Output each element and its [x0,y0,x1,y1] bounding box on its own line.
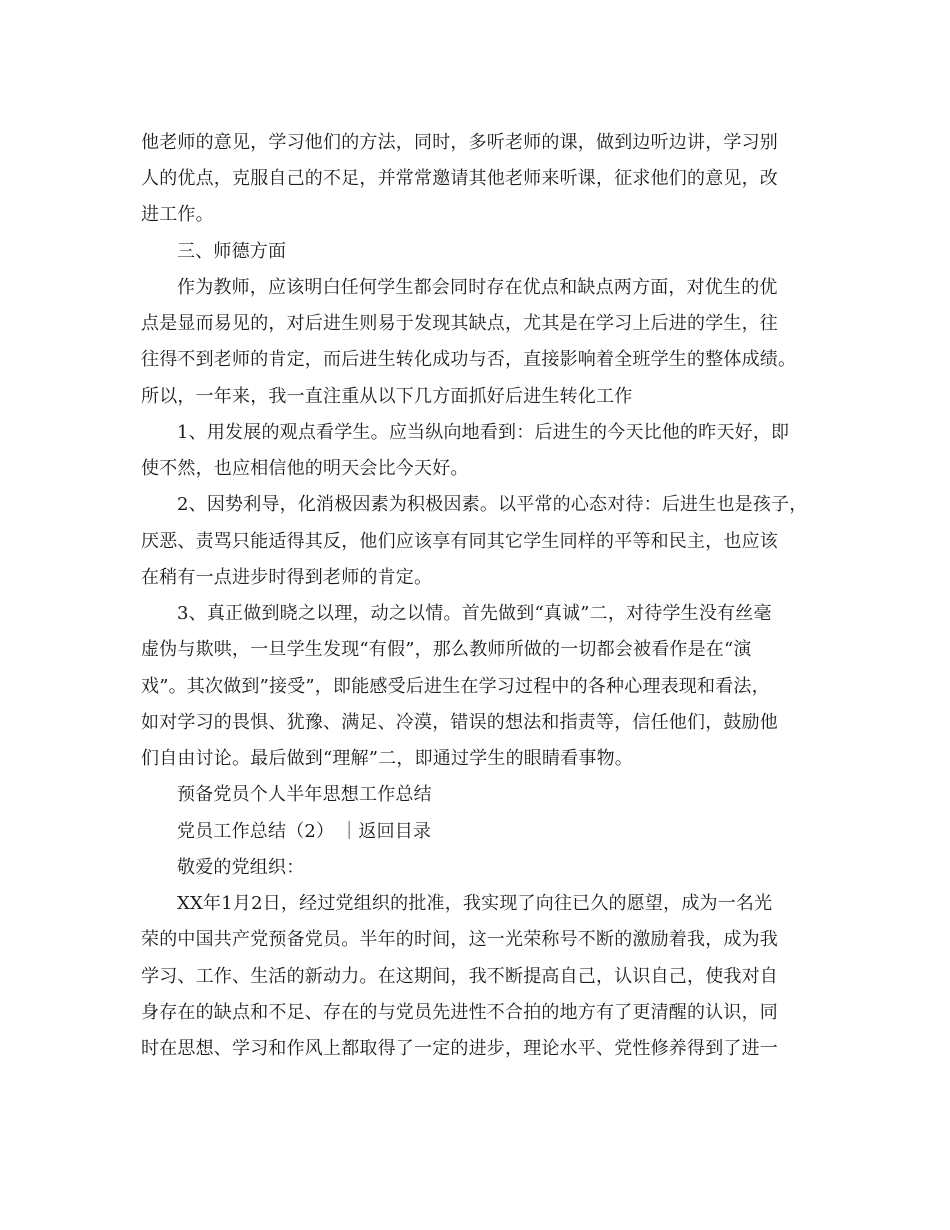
article-title: 预备党员个人半年思想工作总结 [177,784,432,805]
text-line: 虚伪与欺哄，一旦学生发现“有假”，那么教师所做的一切都会被看作是在“演 [141,639,752,660]
text-line: 厌恶、责骂只能适得其反，他们应该享有同其它学生同样的平等和民主，也应该 [141,531,778,552]
text-line: 使不然，也应相信他的明天会比今天好。 [141,458,469,479]
text-line: XX年1月2日，经过党组织的批准，我实现了向往已久的愿望，成为一名光 [177,893,773,914]
text-line: 在稍有一点进步时得到老师的肯定。 [141,567,433,588]
text-line: 所以，一年来，我一直注重从以下几方面抓好后进生转化工作 [141,386,633,407]
text-line: 戏”。其次做到”接受”，即能感受后进生在学习过程中的各种心理表现和看法， [141,676,770,697]
text-line: 往得不到老师的肯定，而后进生转化成功与否，直接影响着全班学生的整体成绩。 [141,349,797,370]
text-line: 们自由讨论。最后做到“理解”二，即通过学生的眼睛看事物。 [141,748,634,769]
text-line: 2、因势利导，化消极因素为积极因素。以平常的心态对待：后进生也是孩子， [177,494,808,515]
text-line: 时在思想、学习和作风上都取得了一定的进步，理论水平、党性修养得到了进一 [141,1038,778,1059]
text-line: 身存在的缺点和不足、存在的与党员先进性不合拍的地方有了更清醒的认识，同 [141,1002,778,1023]
article-subtitle-link[interactable]: 党员工作总结（2） ｜返回目录 [177,821,432,842]
text-line: 人的优点，克服自己的不足，并常常邀请其他老师来听课，征求他们的意见，改 [141,168,778,189]
text-line: 3、真正做到晓之以理，动之以情。首先做到“真诚”二，对待学生没有丝毫 [177,603,772,624]
salutation: 敬爱的党组织： [177,857,305,878]
text-line: 他老师的意见，学习他们的方法，同时，多听老师的课，做到边听边讲，学习别 [141,132,778,153]
section-heading: 三、师德方面 [177,241,287,262]
text-line: 作为教师，应该明白任何学生都会同时存在优点和缺点两方面，对优生的优 [177,277,778,298]
text-line: 学习、工作、生活的新动力。在这期间，我不断提高自己，认识自己，使我对自 [141,966,778,987]
text-line: 如对学习的畏惧、犹豫、满足、冷漠，错误的想法和指责等，信任他们，鼓励他 [141,712,778,733]
text-line: 进工作。 [141,204,214,225]
text-line: 荣的中国共产党预备党员。半年的时间，这一光荣称号不断的激励着我，成为我 [141,929,778,950]
text-line: 点是显而易见的，对后进生则易于发现其缺点，尤其是在学习上后进的学生，往 [141,313,778,334]
text-line: 1、用发展的观点看学生。应当纵向地看到：后进生的今天比他的昨天好，即 [177,422,790,443]
